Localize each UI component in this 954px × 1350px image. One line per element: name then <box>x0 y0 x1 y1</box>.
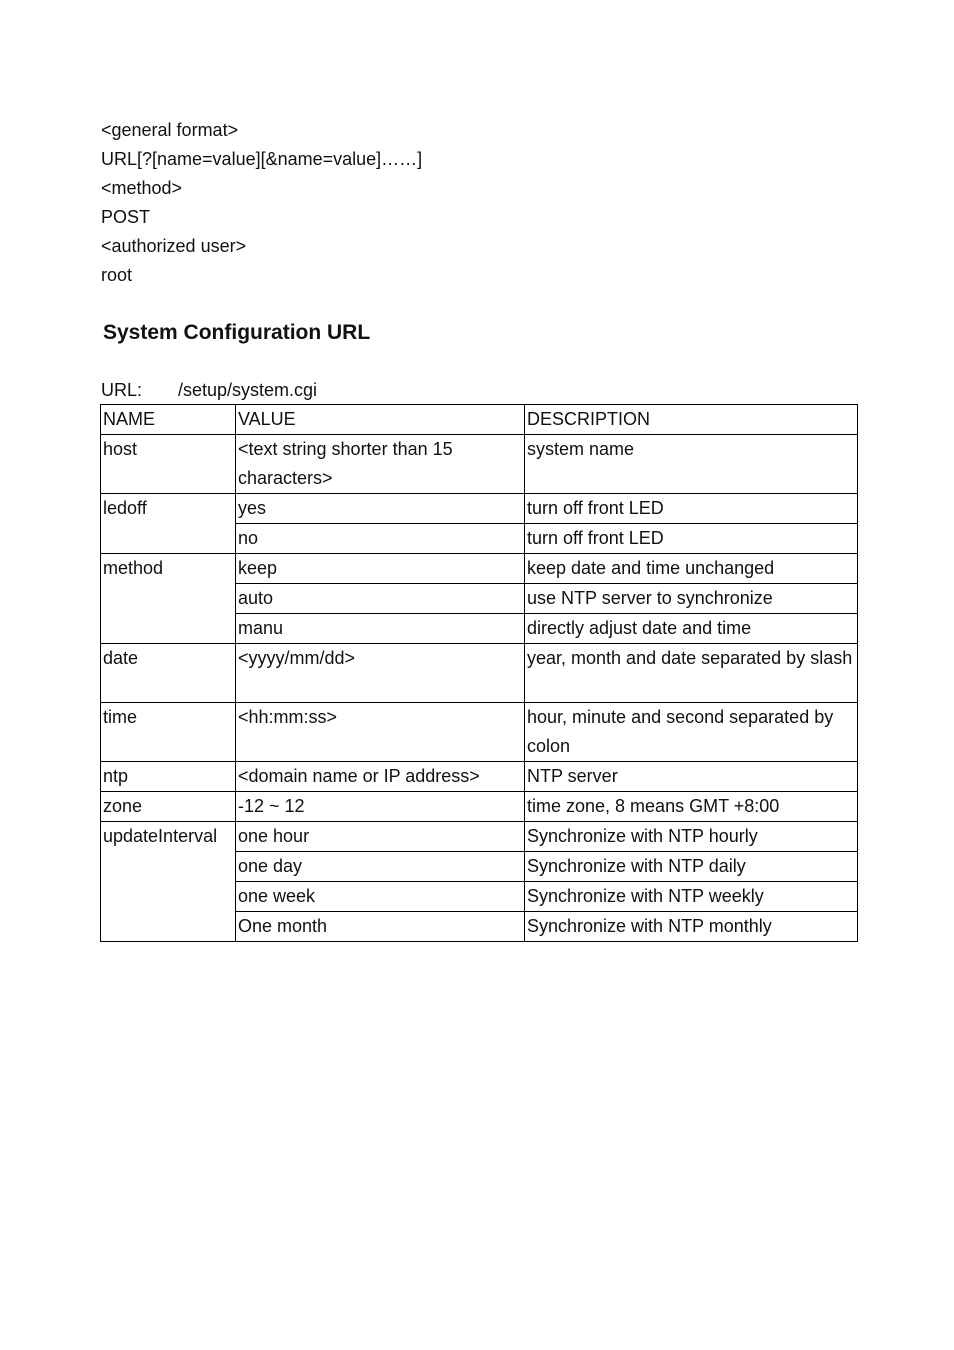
url-line <box>101 376 317 404</box>
table-header-row <box>101 405 858 435</box>
table-row <box>101 494 858 524</box>
param-name-cell: method <box>101 554 236 644</box>
url-format-block <box>101 116 422 290</box>
param-name-cell: ledoff <box>101 494 236 554</box>
param-description-cell: NTP server <box>525 762 858 792</box>
param-value-cell: -12 ~ 12 <box>236 792 525 822</box>
table-row <box>101 554 858 584</box>
authorized-user-value: root <box>101 265 133 285</box>
param-description-cell: Synchronize with NTP hourly <box>525 822 858 852</box>
parameter-table <box>100 404 858 942</box>
authorized-user-label: <authorized user> <box>101 236 247 256</box>
param-description-cell: time zone, 8 means GMT +8:00 <box>525 792 858 822</box>
param-description-cell: Synchronize with NTP monthly <box>525 912 858 942</box>
param-value-cell: <yyyy/mm/dd> <box>236 644 525 703</box>
param-value-cell: <text string shorter than 15 characters> <box>236 435 525 494</box>
param-description-cell: turn off front LED <box>525 494 858 524</box>
param-value-cell: <domain name or IP address> <box>236 762 525 792</box>
param-name-cell: date <box>101 644 236 703</box>
param-description-cell: Synchronize with NTP weekly <box>525 882 858 912</box>
table-row <box>101 644 858 703</box>
param-value-cell: One month <box>236 912 525 942</box>
param-value-cell: <hh:mm:ss> <box>236 703 525 762</box>
table-row <box>101 762 858 792</box>
param-description-cell: Synchronize with NTP daily <box>525 852 858 882</box>
param-description-cell: use NTP server to synchronize <box>525 584 858 614</box>
column-header-name: NAME <box>101 405 236 435</box>
param-description-cell: hour, minute and second separated by colon <box>525 703 858 762</box>
param-name-cell: time <box>101 703 236 762</box>
general-format-value: URL[?[name=value][&name=value]……] <box>101 149 423 169</box>
table-row <box>101 822 858 852</box>
param-description-cell: keep date and time unchanged <box>525 554 858 584</box>
param-value-cell: auto <box>236 584 525 614</box>
param-name-cell: zone <box>101 792 236 822</box>
param-value-cell: yes <box>236 494 525 524</box>
column-header-description: DESCRIPTION <box>525 405 858 435</box>
param-value-cell: keep <box>236 554 525 584</box>
table-row <box>101 435 858 494</box>
param-description-cell: turn off front LED <box>525 524 858 554</box>
param-description-cell: directly adjust date and time <box>525 614 858 644</box>
table-row <box>101 792 858 822</box>
url-value: /setup/system.cgi <box>178 380 318 400</box>
method-value: POST <box>101 207 151 227</box>
section-title: System Configuration URL <box>103 321 371 344</box>
param-value-cell: no <box>236 524 525 554</box>
param-name-cell: updateInterval <box>101 822 236 942</box>
url-label: URL: <box>101 380 143 400</box>
param-value-cell: manu <box>236 614 525 644</box>
table-row <box>101 703 858 762</box>
param-name-cell: ntp <box>101 762 236 792</box>
param-description-cell: year, month and date separated by slash <box>525 644 858 703</box>
param-value-cell: one hour <box>236 822 525 852</box>
param-name-cell: host <box>101 435 236 494</box>
param-value-cell: one day <box>236 852 525 882</box>
column-header-value: VALUE <box>236 405 525 435</box>
method-label: <method> <box>101 178 183 198</box>
general-format-label: <general format> <box>101 120 239 140</box>
param-description-cell: system name <box>525 435 858 494</box>
param-value-cell: one week <box>236 882 525 912</box>
